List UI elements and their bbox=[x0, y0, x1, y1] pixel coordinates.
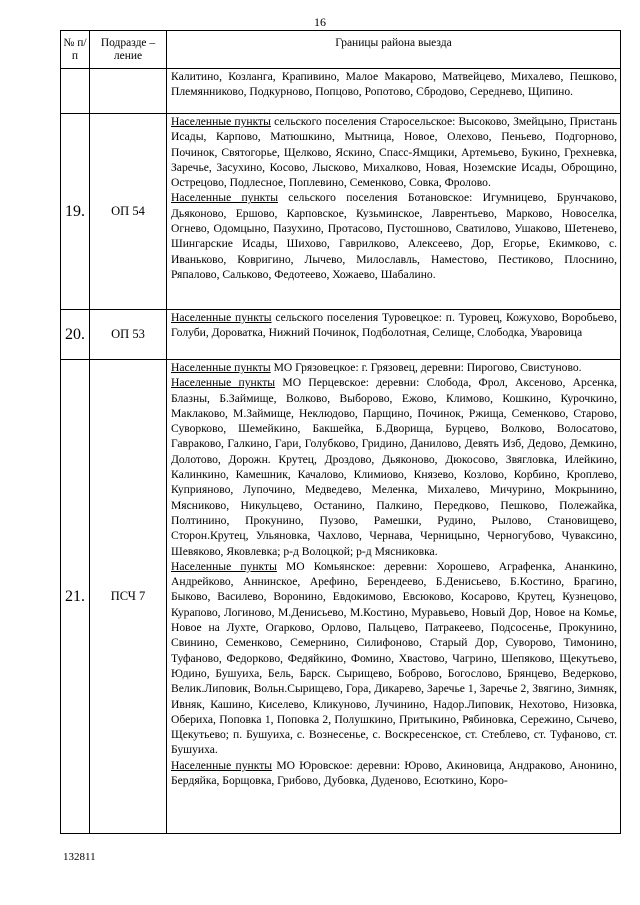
row-boundaries bbox=[167, 360, 621, 834]
boundary-paragraph bbox=[171, 375, 617, 559]
settlements-list: сельского поселения Ботановское: Игумницево, Брунчаково, Дьяконово, Ершово, Карповское, Кузьминское, Лаврентьево, Марково, Новоселка, Огнево, Одомцыно, Пазухино, Протасово, Пустошново, Сватилово, Ушаково, Шетенево, Шингарские Исады, Шихово, Гаврилково, Алексеево, Дор, Егорье, Екимково, с. Иваньково, Ковригино, Лычево, Милославль, Наместово, Пестиково, Плоснино, Ряпалово, Сальково, Федотеево, Хожаево, Шабалино. bbox=[171, 191, 617, 281]
row-number: 19. bbox=[61, 114, 90, 310]
boundary-paragraph bbox=[171, 69, 617, 100]
table-row bbox=[61, 360, 621, 834]
settlements-heading: Населенные пункты bbox=[171, 311, 272, 324]
boundary-paragraph bbox=[171, 114, 617, 190]
settlements-heading: Населенные пункты bbox=[171, 115, 271, 128]
row-boundaries bbox=[167, 310, 621, 360]
settlements-heading: Населенные пункты bbox=[171, 559, 277, 573]
settlements-list: МО Комьянское: деревни: Хорошево, Аграфенка, Ананкино, Андрейково, Аннинское, Арефино, Берендеево, Б.Денисьево, Б.Костино, Брагино, Быково, Василево, Воронино, Евдокимово, Евсюково, Косарово, Крутец, Кузнецово, Курапово, Логиново, М.Денисьево, М.Костино, Муравьево, Новый Дор, Новое на Комье, Новое на Лухте, Огарково, Орлово, Пальцево, Патракеево, Подсосенье, Прокунино, Свинино, Семенково, Семернино, Силифоново, Старый Дор, Суворово, Тимонино, Туфаново, Федорково, Федяйкино, Фомино, Хвастово, Чагрино, Шепяково, Щекутьево, Юдино, Бушуиха, Бель, Барск. Сырищево, Боброво, Богослово, Брянцево, Ведерково, Велик.Липовик, Вольн.Сырищево, Гора, Дикарево, Заречье 1, Заречье 2, Звягино, Зимняк, Ивняк, Кашино, Киселево, Кликуново, Лучинино, Надор.Липовик, Нехотово, Низовка, Обериха, Поповка 1, Поповка 2, Полушкино, Притыкино, Рябиновка, Сережино, Сычево, Щекутьево; п. Бушуиха, с. Вознесенье, с. Воскресенское, ст. Стеблево, ст. Туфаново, ст. Бушуиха. bbox=[171, 559, 617, 757]
boundary-paragraph bbox=[171, 360, 617, 375]
boundary-paragraph bbox=[171, 310, 617, 341]
row-division: ПСЧ 7 bbox=[90, 360, 167, 834]
settlements-list: сельского поселения Туровецкое: п. Туровец, Кожухово, Воробьево, Голуби, Дороватка, Нижний Починок, Подболотная, Селище, Слободка, Уваровица bbox=[171, 311, 617, 340]
row-number: 20. bbox=[61, 310, 90, 360]
row-number bbox=[61, 69, 90, 114]
row-division: ОП 54 bbox=[90, 114, 167, 310]
page-number: 16 bbox=[314, 15, 326, 29]
boundary-paragraph bbox=[171, 559, 617, 758]
table-body bbox=[61, 69, 621, 834]
settlements-list: Калитино, Козланга, Крапивино, Малое Макарово, Матвейцево, Михалево, Пешково, Племянниково, Подкурново, Попцово, Ропотово, Сбродово, Середнево, Щипино. bbox=[171, 70, 617, 99]
row-number: 21. bbox=[61, 360, 90, 834]
table-row bbox=[61, 310, 621, 360]
table-header-row bbox=[61, 31, 621, 69]
boundary-paragraph bbox=[171, 758, 617, 789]
settlements-list: МО Перцевское: деревни: Слобода, Фрол, Аксеново, Арсенка, Блазны, Б.Займище, Волково, Выборово, Ежово, Климово, Кошкино, Курочкино, Маклаково, М.Займище, Неклюдово, Парщино, Починок, Ржища, Семенково, Старово, Суворково, Шемейкино, Бакшейка, Б.Дворища, Бурцево, Волково, Волосатово, Гавраково, Галкино, Гари, Голубково, Гридино, Данилово, Девять Изб, Дедово, Демкино, Долотово, Дорожн. Крутец, Дроздово, Дьяконово, Дюкосово, Звягловка, Илейкино, Калинкино, Камешник, Качалово, Климиово, Князево, Козлово, Корбино, Кроплево, Куприяново, Лупочино, Медведево, Меленка, Михалево, Мичурино, Мокрынино, Мясниково, Никульцево, Останино, Палкино, Передково, Пешково, Полежайка, Полтинино, Прокунино, Пузово, Рамешки, Рудино, Рылово, Становищево, Сторон.Крутец, Ульяновка, Чахлово, Чернава, Черницыно, Черногубово, Чуваксино, Шевяково, Яковлевка; р-д Волоцкой; р-д Мясниковка. bbox=[171, 376, 617, 558]
row-boundaries bbox=[167, 114, 621, 310]
header-number: № п/п bbox=[61, 31, 90, 69]
settlements-heading: Населенные пункты bbox=[171, 758, 273, 772]
row-boundaries bbox=[167, 69, 621, 114]
footer-code: 132811 bbox=[63, 851, 96, 863]
table-row bbox=[61, 69, 621, 114]
header-boundaries: Границы района выезда bbox=[167, 31, 621, 69]
settlements-list: МО Грязовецкое: г. Грязовец, деревни: Пирогово, Свистуново. bbox=[270, 361, 582, 374]
header-division: Подразде – ление bbox=[90, 31, 167, 69]
settlements-list: сельского поселения Старосельское: Высоково, Змейцыно, Пристань Исады, Карпово, Матюшкино, Мытница, Новое, Олехово, Пеньево, Подгорново, Починок, Святогорье, Щелково, Яскино, Спасс-Ямщики, Артемьево, Букино, Грехневка, Заречье, Засухино, Косово, Лысково, Михалково, Новая, Ноземские Исады, Оброщино, Острецово, Подлесное, Поплевино, Семенково, Совка, Фролово. bbox=[171, 115, 618, 190]
boundaries-table bbox=[60, 30, 621, 834]
table-row bbox=[61, 114, 621, 310]
settlements-heading: Населенные пункты bbox=[171, 361, 271, 374]
row-division bbox=[90, 69, 167, 114]
settlements-heading: Населенные пункты bbox=[171, 376, 276, 390]
row-division: ОП 53 bbox=[90, 310, 167, 360]
settlements-list: МО Юровское: деревни: Юрово, Акиновица, Андраково, Анонино, Бердяйка, Борщовка, Грибово, Дубовка, Дуденово, Есюткино, Коро- bbox=[171, 758, 618, 788]
boundary-paragraph bbox=[171, 190, 617, 282]
settlements-heading: Населенные пункты bbox=[171, 191, 278, 205]
